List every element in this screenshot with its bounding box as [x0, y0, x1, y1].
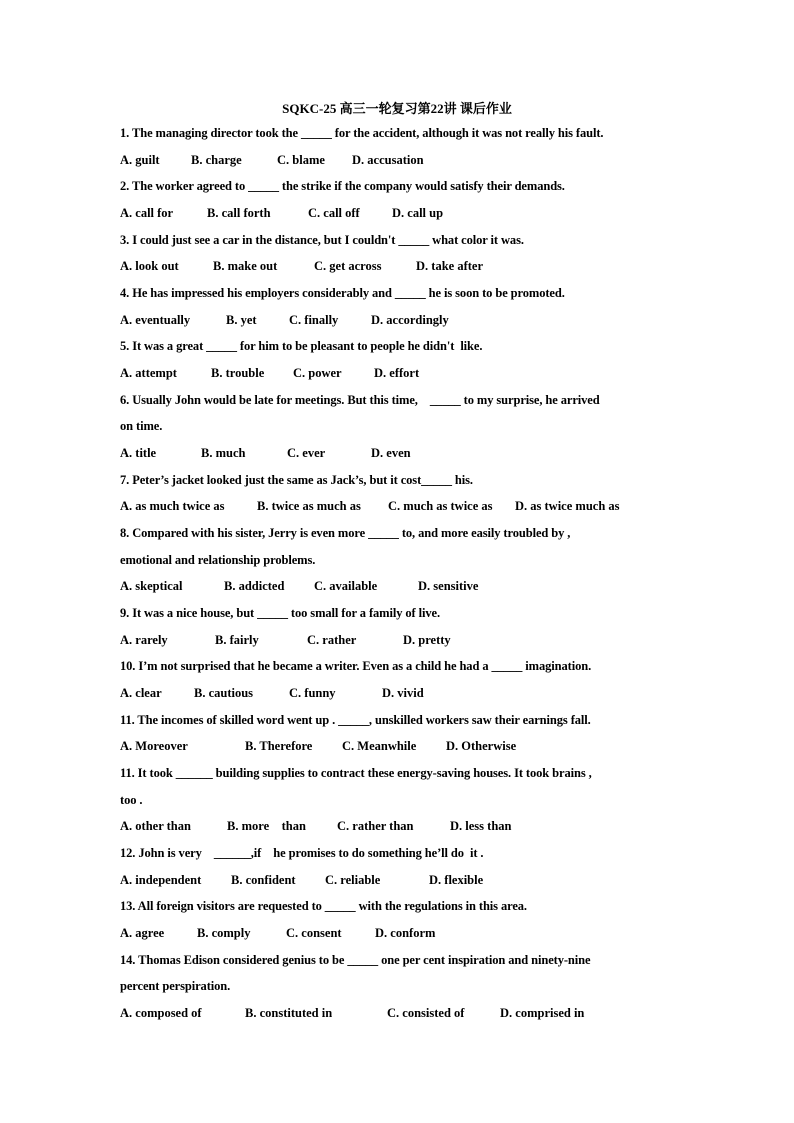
question-9: 9. It was a nice house, but _____ too small for a family of live. [120, 606, 440, 620]
option-d: D. accordingly [371, 313, 449, 327]
option-d: D. comprised in [500, 1006, 585, 1020]
option-b: B. make out [213, 259, 278, 273]
option-d: D. less than [450, 819, 512, 833]
page-title: SQKC-25 高三一轮复习第22讲 课后作业 [282, 101, 512, 116]
option-b: B. constituted in [245, 1006, 333, 1020]
option-d: D. call up [392, 206, 444, 220]
option-c: C. blame [277, 153, 325, 167]
option-d: D. Otherwise [446, 739, 517, 753]
option-a: A. attempt [120, 366, 177, 380]
option-d: D. even [371, 446, 411, 460]
option-a: A. guilt [120, 153, 160, 167]
option-a: A. agree [120, 926, 165, 940]
option-b: B. addicted [224, 579, 285, 593]
option-c: C. available [314, 579, 378, 593]
question-8: 8. Compared with his sister, Jerry is even more _____ to, and more easily troubled by , [120, 526, 571, 540]
option-c: C. power [293, 366, 342, 380]
option-b: B. confident [231, 873, 296, 887]
option-c: C. finally [289, 313, 339, 327]
question-8-continued: emotional and relationship problems. [120, 553, 316, 567]
option-a: A. independent [120, 873, 202, 887]
question-6: 6. Usually John would be late for meetings. But this time, _____ to my surprise, he arrived [120, 393, 600, 407]
option-a: A. Moreover [120, 739, 188, 753]
option-b: B. more than [227, 819, 306, 833]
option-d: D. accusation [352, 153, 424, 167]
question-14-continued: percent perspiration. [120, 979, 231, 993]
question-11b: 11. It took ______ building supplies to contract these energy-saving houses. It took brains , [120, 766, 592, 780]
question-2: 2. The worker agreed to _____ the strike if the company would satisfy their demands. [120, 179, 565, 193]
option-c: C. rather than [337, 819, 414, 833]
option-a: A. clear [120, 686, 162, 700]
question-14: 14. Thomas Edison considered genius to be _____ one per cent inspiration and ninety-nine [120, 953, 591, 967]
option-c: C. much as twice as [388, 499, 493, 513]
option-a: A. look out [120, 259, 179, 273]
option-c: C. funny [289, 686, 336, 700]
option-a: A. call for [120, 206, 174, 220]
option-c: C. call off [308, 206, 360, 220]
option-c: C. consisted of [387, 1006, 465, 1020]
option-a: A. eventually [120, 313, 191, 327]
option-c: C. Meanwhile [342, 739, 417, 753]
option-c: C. consent [286, 926, 342, 940]
question-5: 5. It was a great _____ for him to be pleasant to people he didn't like. [120, 339, 483, 353]
question-12: 12. John is very ______,if he promises to do something he’ll do it . [120, 846, 484, 860]
option-a: A. rarely [120, 633, 168, 647]
option-a: A. composed of [120, 1006, 202, 1020]
question-11a: 11. The incomes of skilled word went up . _____, unskilled workers saw their earnings fall. [120, 713, 591, 727]
option-a: A. skeptical [120, 579, 183, 593]
option-d: D. as twice much as [515, 499, 620, 513]
question-6-continued: on time. [120, 419, 163, 433]
option-b: B. cautious [194, 686, 254, 700]
option-d: D. conform [375, 926, 436, 940]
option-b: B. much [201, 446, 246, 460]
question-1: 1. The managing director took the _____ for the accident, although it was not really his fault. [120, 126, 604, 140]
option-d: D. sensitive [418, 579, 479, 593]
option-a: A. other than [120, 819, 191, 833]
option-c: C. get across [314, 259, 382, 273]
option-c: C. ever [287, 446, 326, 460]
question-4: 4. He has impressed his employers considerably and _____ he is soon to be promoted. [120, 286, 565, 300]
option-b: B. comply [197, 926, 251, 940]
option-b: B. Therefore [245, 739, 313, 753]
option-b: B. yet [226, 313, 257, 327]
option-d: D. vivid [382, 686, 424, 700]
option-d: D. flexible [429, 873, 484, 887]
question-13: 13. All foreign visitors are requested to _____ with the regulations in this area. [120, 899, 527, 913]
option-d: D. pretty [403, 633, 451, 647]
question-7: 7. Peter’s jacket looked just the same as Jack’s, but it cost_____ his. [120, 473, 473, 487]
option-a: A. as much twice as [120, 499, 225, 513]
question-3: 3. I could just see a car in the distance, but I couldn't _____ what color it was. [120, 233, 524, 247]
option-a: A. title [120, 446, 157, 460]
option-d: D. effort [374, 366, 420, 380]
question-10: 10. I’m not surprised that he became a writer. Even as a child he had a _____ imagination. [120, 659, 592, 673]
option-b: B. fairly [215, 633, 259, 647]
option-c: C. reliable [325, 873, 381, 887]
option-b: B. trouble [211, 366, 265, 380]
option-b: B. call forth [207, 206, 271, 220]
option-b: B. charge [191, 153, 242, 167]
option-b: B. twice as much as [257, 499, 361, 513]
option-d: D. take after [416, 259, 483, 273]
question-11b-continued: too . [120, 793, 143, 807]
option-c: C. rather [307, 633, 357, 647]
